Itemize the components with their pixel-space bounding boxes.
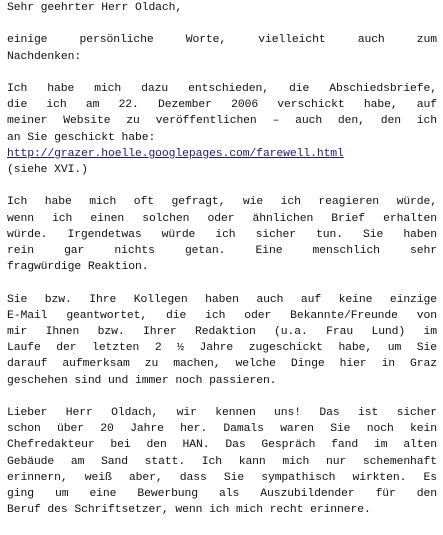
acquaintance-paragraph	[7, 405, 443, 518]
text-line: fragwürdige Reaktion.	[7, 261, 149, 274]
reaction-paragraph	[7, 194, 443, 275]
text-line: meiner Website zu veröffentlichen – auch den, den ich	[7, 115, 437, 128]
website-paragraph	[7, 81, 443, 178]
text-line: würde. Irgendetwas würde ich sicher tun. Sie haben	[7, 228, 437, 241]
text-line: rein gar nichts getan. Eine menschlich sehr	[7, 245, 437, 257]
text-line: Sie bzw. Ihre Kollegen haben auch auf keine einzige	[7, 293, 437, 306]
text-line: Nachdenken:	[7, 50, 82, 63]
text-line: die ich am 22. Dezember 2006 verschickt habe, auf	[7, 99, 437, 112]
text-line: ging um eine Bewerbung als Auszubildender für den	[7, 488, 437, 501]
salutation-paragraph	[7, 0, 443, 16]
text-line: Beruf des Schriftsetzer, wenn ich mich recht erinnere.	[7, 504, 371, 517]
text-line: Gebäude am Sand statt. Ich kann mich nur schemenhaft	[7, 455, 437, 468]
text-line: wenn ich einen solchen oder ähnlichen Brief erhalten	[7, 212, 437, 225]
salutation: Sehr geehrter Herr Oldach,	[7, 2, 183, 14]
text-line: Ich habe mich dazu entschieden, die Abschiedsbriefe,	[7, 82, 437, 95]
intro-paragraph	[7, 32, 443, 64]
text-line: geschehen sind und immer noch passieren.	[7, 374, 277, 387]
email-paragraph	[7, 292, 443, 389]
text-line: einige persönliche Worte, vielleicht auch zum	[7, 34, 437, 47]
text-line: Ich habe mich oft gefragt, wie ich reagieren würde,	[7, 196, 437, 209]
text-line: Lieber Herr Oldach, wir kennen uns! Das ist sicher	[7, 407, 437, 419]
text-line: E-Mail geantwortet, die ich oder Bekannte/Freunde von	[7, 309, 437, 322]
farewell-link[interactable]: http://grazer.hoelle.googlepages.com/farewell.html	[7, 147, 344, 160]
text-line: darauf aufmerksam zu machen, welche Dinge hier in Graz	[7, 358, 437, 371]
text-line: (siehe XVI.)	[7, 164, 88, 176]
text-line: Laufe der letzten 2 ½ Jahre zugeschickt habe, um Sie	[7, 342, 437, 355]
link-line	[7, 146, 437, 162]
text-line: Chefredakteur bei den HAN. Das Gespräch fand im alten	[7, 439, 437, 452]
letter-body	[7, 0, 443, 535]
text-line: mir Ihnen bzw. Ihrer Redaktion (u.a. Frau Lund) im	[7, 326, 437, 338]
text-line: schon über 20 Jahre her. Damals waren Sie noch kein	[7, 423, 437, 436]
text-line: erinnern, weiß aber, dass Sie sympathisch wirkten. Es	[7, 471, 437, 484]
text-line: an Sie geschickt habe:	[7, 131, 156, 144]
